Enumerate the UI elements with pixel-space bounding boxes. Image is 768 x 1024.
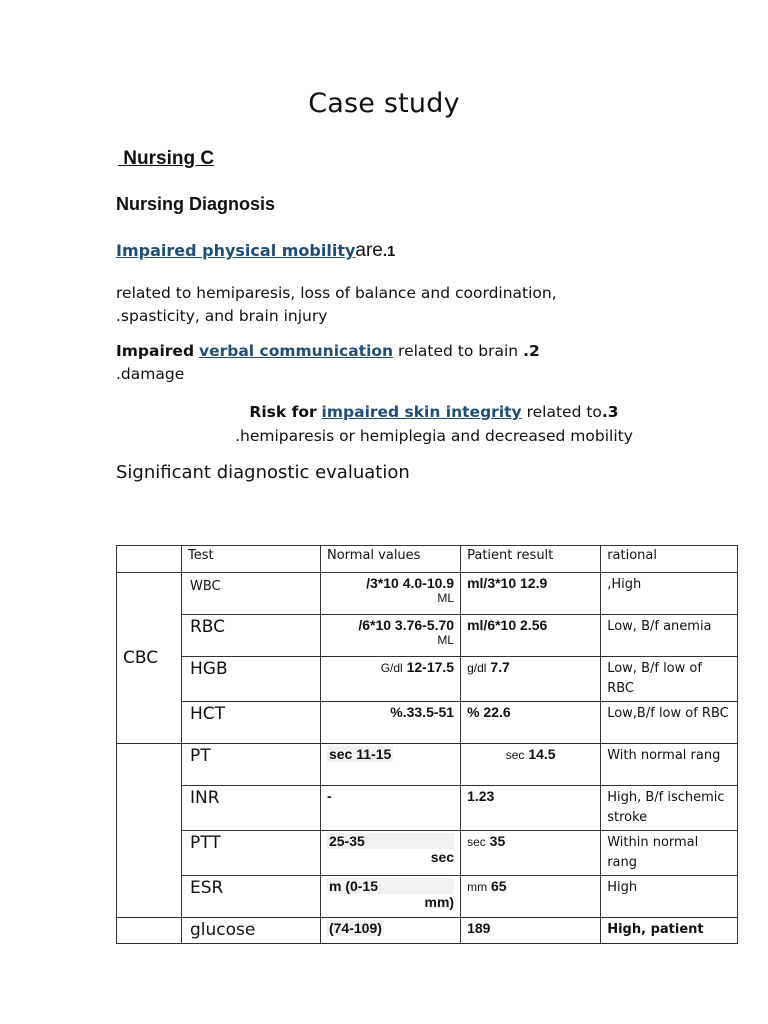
rational: High, patient: [601, 918, 738, 944]
patient-result: % 22.6: [461, 702, 601, 744]
test-name: RBC: [182, 615, 321, 657]
rational: High: [601, 876, 738, 918]
diagnosis-1-line-1: related to hemiparesis, loss of balance and coordination,: [116, 284, 557, 302]
patient-result: mm 65: [461, 876, 601, 918]
diagnosis-2-line-2: .damage: [116, 365, 185, 383]
patient-result: sec 14.5: [461, 744, 601, 786]
diagnosis-2-text: related to brain: [398, 342, 519, 360]
rational: ,High: [601, 573, 738, 615]
group-coagulation: [117, 744, 182, 918]
header-normal-values: Normal values: [320, 546, 460, 573]
rational: With normal rang: [601, 744, 738, 786]
patient-result: ml/6*10 2.56: [461, 615, 601, 657]
table-row: [117, 657, 738, 702]
table-row: [117, 918, 738, 944]
group-glucose: [117, 918, 182, 944]
rational: High, B/f ischemic stroke: [601, 786, 738, 831]
test-name: WBC: [182, 573, 321, 615]
normal-value: -: [320, 786, 460, 831]
patient-result: ml/3*10 12.9: [461, 573, 601, 615]
diagnosis-1-are: are: [355, 240, 383, 261]
diagnosis-1-link[interactable]: Impaired physical mobility: [116, 241, 356, 260]
test-name: PTT: [182, 831, 321, 876]
diagnosis-2-prefix: Impaired: [116, 342, 195, 360]
table-row: [117, 786, 738, 831]
test-name: HGB: [182, 657, 321, 702]
patient-result: g/dl 7.7: [461, 657, 601, 702]
rational: Low, B/f low of RBC: [601, 657, 738, 702]
test-name: ESR: [182, 876, 321, 918]
diagnosis-1-title: [116, 240, 395, 262]
rational: Within normal rang: [601, 831, 738, 876]
diagnosis-3-text: related to: [526, 403, 602, 421]
lab-results-table: [116, 545, 738, 944]
header-test: Test: [182, 546, 321, 573]
normal-value: G/dl 12-17.5: [320, 657, 460, 702]
header-group: [117, 546, 182, 573]
header-patient-result: Patient result: [461, 546, 601, 573]
diagnosis-2: [116, 340, 676, 386]
test-name: PT: [182, 744, 321, 786]
diagnosis-3-line-2: .hemiparesis or hemiplegia and decreased mobility: [235, 427, 633, 445]
diagnosis-3-prefix: Risk for: [249, 403, 317, 421]
evaluation-heading: Significant diagnostic evaluation: [116, 462, 410, 483]
normal-value: (74-109): [320, 918, 460, 944]
table-row: [117, 573, 738, 615]
normal-value: %.33.5-51: [320, 702, 460, 744]
diagnosis-3-number: .3: [601, 403, 619, 421]
normal-value: sec 11-15: [320, 744, 460, 786]
group-cbc: CBC: [117, 573, 182, 744]
rational: Low, B/f anemia: [601, 615, 738, 657]
section-heading: Nursing C: [123, 148, 215, 169]
patient-result: 1.23: [461, 786, 601, 831]
table-row: [117, 831, 738, 876]
table-row: [117, 615, 738, 657]
normal-value: 25-35 sec: [320, 831, 460, 876]
diagnosis-2-link[interactable]: verbal communication: [198, 342, 394, 360]
diagnosis-1-text: [116, 282, 676, 328]
patient-result: sec 35: [461, 831, 601, 876]
table-header-row: [117, 546, 738, 573]
table-row: [117, 876, 738, 918]
diagnosis-1-line-2: .spasticity, and brain injury: [116, 307, 328, 325]
header-rational: rational: [601, 546, 738, 573]
test-name: glucose: [182, 918, 321, 944]
diagnosis-3: [154, 400, 714, 448]
diagnosis-1-number: .1: [382, 243, 396, 260]
normal-value: m (0-15 mm): [320, 876, 460, 918]
diagnosis-3-link[interactable]: impaired skin integrity: [321, 403, 522, 421]
table-row: [117, 744, 738, 786]
test-name: INR: [182, 786, 321, 831]
nursing-diagnosis-heading: Nursing Diagnosis: [116, 194, 276, 214]
normal-value: /6*10 3.76-5.70 ML: [320, 615, 460, 657]
diagnosis-2-number: .2: [523, 342, 540, 360]
rational: Low,B/f low of RBC: [601, 702, 738, 744]
normal-value: /3*10 4.0-10.9 ML: [320, 573, 460, 615]
table-row: [117, 702, 738, 744]
patient-result: 189: [461, 918, 601, 944]
test-name: HCT: [182, 702, 321, 744]
page-title: Case study: [308, 88, 460, 119]
